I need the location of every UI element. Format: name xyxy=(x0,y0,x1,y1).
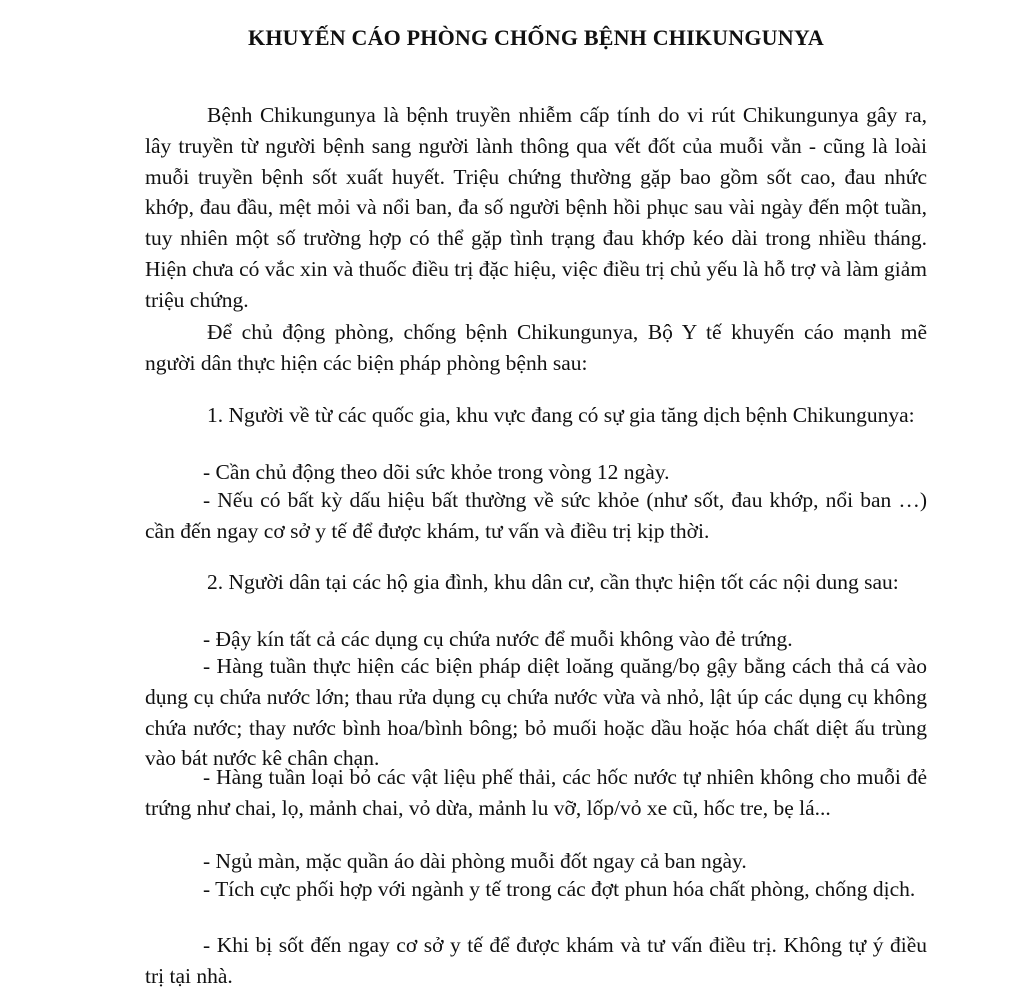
intro-paragraph: Bệnh Chikungunya là bệnh truyền nhiễm cấp tính do vi rút Chikungunya gây ra, lây truyền từ người bệnh sang người lành thông qua vết đốt của muỗi vằn - cũng là loài muỗi truyền bệnh sốt xuất huyết. Triệu chứng thường gặp bao gồm sốt cao, đau nhức khớp, đau đầu, mệt mỏi và nổi ban, đa số người bệnh hồi phục sau vài ngày đến một tuần, tuy nhiên một số trường hợp có thể gặp tình trạng đau khớp kéo dài trong nhiều tháng. Hiện chưa có vắc xin và thuốc điều trị đặc hiệu, việc điều trị chủ yếu là hỗ trợ và làm giảm triệu chứng. xyxy=(145,103,927,312)
document-title: KHUYẾN CÁO PHÒNG CHỐNG BỆNH CHIKUNGUNYA xyxy=(248,25,824,50)
section-1-heading: 1. Người về từ các quốc gia, khu vực đang có sự gia tăng dịch bệnh Chikungunya: xyxy=(207,403,915,427)
section-2-item: - Khi bị sốt đến ngay cơ sở y tế để được khám và tư vấn điều trị. Không tự ý điều trị tại nhà. xyxy=(145,933,927,988)
section-2-item: - Hàng tuần loại bỏ các vật liệu phế thải, các hốc nước tự nhiên không cho muỗi đẻ trứng như chai, lọ, mảnh chai, vỏ dừa, mảnh lu vỡ, lốp/vỏ xe cũ, hốc tre, bẹ lá... xyxy=(145,765,927,820)
section-2-heading: 2. Người dân tại các hộ gia đình, khu dân cư, cần thực hiện tốt các nội dung sau: xyxy=(207,570,899,594)
section-2-item: - Hàng tuần thực hiện các biện pháp diệt loăng quăng/bọ gậy bằng cách thả cá vào dụng cụ chứa nước lớn; thau rửa dụng cụ chứa nước vừa và nhỏ, lật úp các dụng cụ không chứa nước; thay nước bình hoa/bình bông; bỏ muối hoặc dầu hoặc hóa chất diệt ấu trùng vào bát nước kê chân chạn. xyxy=(145,654,927,771)
section-1-item: - Nếu có bất kỳ dấu hiệu bất thường về sức khỏe (như sốt, đau khớp, nổi ban …) cần đến ngay cơ sở y tế để được khám, tư vấn và điều trị kịp thời. xyxy=(145,488,927,543)
recommendation-paragraph: Để chủ động phòng, chống bệnh Chikungunya, Bộ Y tế khuyến cáo mạnh mẽ người dân thực hiện các biện pháp phòng bệnh sau: xyxy=(145,320,927,375)
section-2-item: - Ngủ màn, mặc quần áo dài phòng muỗi đốt ngay cả ban ngày. xyxy=(203,849,747,873)
section-1-item: - Cần chủ động theo dõi sức khỏe trong vòng 12 ngày. xyxy=(203,460,670,484)
section-2-item: - Đậy kín tất cả các dụng cụ chứa nước để muỗi không vào đẻ trứng. xyxy=(203,627,793,651)
section-2-item: - Tích cực phối hợp với ngành y tế trong các đợt phun hóa chất phòng, chống dịch. xyxy=(203,877,916,901)
